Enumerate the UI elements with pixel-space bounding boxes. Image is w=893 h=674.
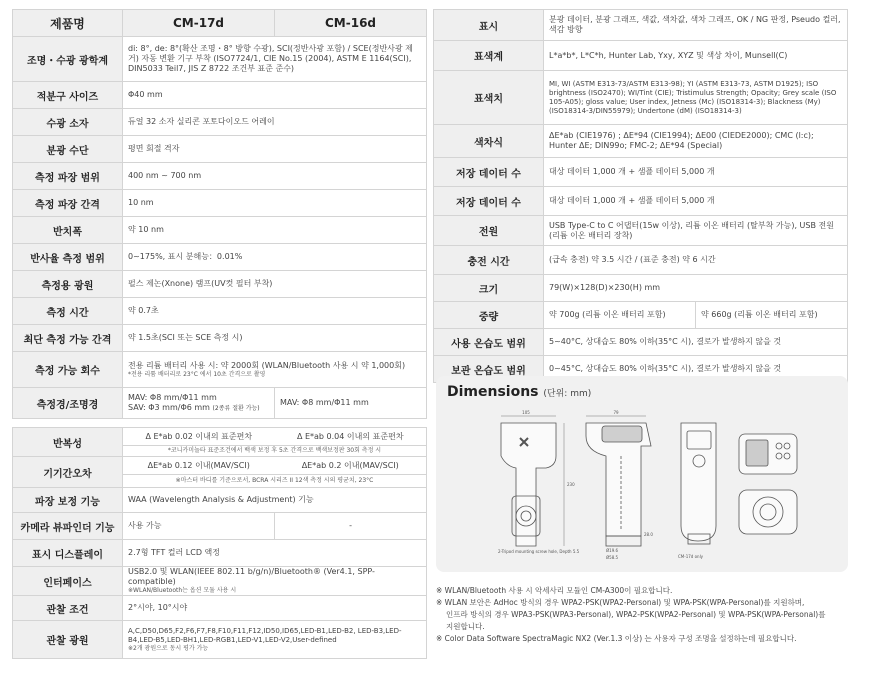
row-label: 저장 데이터 수 [434,187,544,216]
row-value: 0~175%, 표시 분해능：0.01% [123,244,427,271]
repeatability-cm17d: Δ E*ab 0.02 이내의 표준편차 [145,431,253,441]
row-label: 관찰 광원 [13,621,123,659]
diameter2-label: Ø58.5 [606,555,619,560]
left-spec-table [12,9,427,419]
row-label: 수광 소자 [13,109,123,136]
aperture-label: 측정경/조명경 [13,388,123,419]
row-value: 약 0.7초 [123,298,427,325]
row-value: 2.7형 TFT 컬러 LCD 액정 [123,540,427,567]
row-label: 측정 파장 범위 [13,163,123,190]
aperture-cm16d: MAV: Φ8 mm/Φ11 mm [275,388,427,419]
wave-label: 파장 보정 기능 [13,488,123,513]
row-value: 평면 회절 격자 [123,136,427,163]
illuminant-note: ※2개 광원으로 동시 평가 가능 [128,644,209,652]
row-value: 10 nm [123,190,427,217]
row-label: 최단 측정 가능 간격 [13,325,123,352]
inter-cm16d: ΔE*ab 0.2 이내(MAV/SCI) [301,460,399,470]
row-label: 보관 온습도 범위 [434,356,544,383]
row-value: USB Type-C to C 어댑터(15w 이상), 리튬 이온 배터리 (탈부착 가능), USB 전원 (리튬 이온 배터리 장착) [544,216,848,246]
row-label: 반치폭 [13,217,123,244]
depth-label: 28.0 [644,532,653,537]
row-value: 2°시야, 10°시야 [123,596,427,621]
camera-label: 카메라 뷰파인더 기능 [13,513,123,540]
repeatability-values [123,428,427,457]
aperture-mav: MAV: Φ8 mm/Φ11 mm [128,392,217,402]
inter-instrument-values [123,457,427,488]
row-label: 반사율 측정 범위 [13,244,123,271]
left-spec-table-lower [12,427,427,659]
footnote: ※ Color Data Software SpectraMagic NX2 (Ver.1.3 이상) 는 사용자 구성 조명을 설정하는데 필요합니다. [436,634,797,643]
diameter1-label: Ø19.6 [606,548,619,553]
row-value: 400 nm ~ 700 nm [123,163,427,190]
dimension-drawings [436,376,848,572]
aperture-sav: SAV: Φ3 mm/Φ6 mm [128,402,210,412]
row-label: 인터페이스 [13,567,123,596]
weight-cm17d: 약 700g (리튬 이온 배터리 포함) [544,302,696,329]
row-value: (급속 충전) 약 3.5 시간 / (표준 충전) 약 6 시간 [544,246,848,275]
bottom-view-drawing [739,490,797,534]
measure-count-text: 전용 리튬 배터리 사용 시: 약 2000회 (WLAN/Bluetooth 사용 시 약 1,000회) [128,360,406,370]
row-value: L*a*b*, L*C*h, Hunter Lab, Yxy, XYZ 및 색상 차이, Munsell(C) [544,41,848,71]
dim-width2-label: 79 [613,410,619,415]
repeatability-label: 반복성 [13,428,123,457]
dimensions-heading: Dimensions [447,384,539,400]
row-value [123,352,427,388]
row-label: 측정 시간 [13,298,123,325]
footnote: 지원합니다. [446,622,485,631]
row-value: 대상 데이터 1,000 개 + 샘플 데이터 5,000 개 [544,187,848,216]
dimensions-unit: (단위: mm) [543,389,592,399]
row-value: ΔE*ab (CIE1976) ; ΔE*94 (CIE1994); ΔE00 (CIEDE2000); CMC (l:c); Hunter ΔE; DIN99o; FMC-2; ΔE*94 (Special) [544,125,848,158]
right-spec-table [433,9,848,383]
row-label: 표시 [434,10,544,41]
row-value: MI, WI (ASTM E313-73/ASTM E313-98); YI (ASTM E313-73, ASTM D1925); ISO brightness (ISO2470); WI/Tint (CIE); Tristimulus Strength; Opacity; Grey scale (ISO 105-A05); gloss value; User index, Jetness (Mc) (ISO18314-3); Blackness (My) (ISO18314-3/DIN55979); Undertone (dM) (ISO18314-3) [544,71,848,125]
row-label: 적분구 사이즈 [13,82,123,109]
row-label: 사용 온습도 범위 [434,329,544,356]
row-value: 79(W)×128(D)×230(H) mm [544,275,848,302]
header-product-name: 제품명 [13,10,123,37]
footnote: ※ WLAN/Bluetooth 사용 시 악세사리 모듈인 CM-A300이 필요합니다. [436,586,673,595]
row-value: 대상 데이터 1,000 개 + 샘플 데이터 5,000 개 [544,158,848,187]
row-label: 측정 가능 회수 [13,352,123,388]
row-value: 분광 데이터, 분광 그래프, 색값, 색차값, 색차 그래프, OK / NG 판정, Pseudo 컬러, 색감 방향 [544,10,848,41]
aperture-sav-note: (2종류 절환 가능) [212,404,260,412]
header-cm17d: CM-17d [123,10,275,37]
row-label: 표시 디스플레이 [13,540,123,567]
row-label: 색차식 [434,125,544,158]
interface-text: USB2.0 및 WLAN(IEEE 802.11 b/g/n)/Bluetooth® (Ver4.1, SPP-compatible) [128,567,375,586]
footnote: 인프라 방식의 경우 WPA3-PSK(WPA3-Personal), WPA2-PSK(WPA2-Personal) 및 WPA-PSK(WPA-Personal)를 [446,610,826,619]
row-value: 약 10 nm [123,217,427,244]
row-value [123,567,427,596]
measure-count-note: *전용 리튬 배터리로 23°C 에서 10초 간격으로 촬영 [128,370,266,378]
wave-value: WAA (Wavelength Analysis & Adjustment) 기능 [123,488,427,513]
row-label: 관찰 조건 [13,596,123,621]
weight-cm16d: 약 660g (리튬 이온 배터리 포함) [696,302,848,329]
row-label: 표색치 [434,71,544,125]
side-view-drawing [586,423,651,546]
row-value: 0~45°C, 상대습도 80% 이하(35°C 시), 결로가 발생하지 않을 것 [544,356,848,383]
height-label: 230 [567,482,575,487]
inter-cm17d: ΔE*ab 0.12 이내(MAV/SCI) [147,460,250,470]
tripod-label: 2-Tripod mounting screw hole, Depth 5.5 [498,549,580,554]
inter-instrument-label: 기기간오차 [13,457,123,488]
row-label: 전원 [434,216,544,246]
row-label: 측정 파장 간격 [13,190,123,217]
row-label: 크기 [434,275,544,302]
row-label: 측정용 광원 [13,271,123,298]
footnote: ※ WLAN 보안은 AdHoc 방식의 경우 WPA2-PSK(WPA2-Personal) 및 WPA-PSK(WPA-Personal)를 지원하며, [436,598,805,607]
row-label: 표색계 [434,41,544,71]
aperture-cm17d [123,388,275,419]
row-value: Φ40 mm [123,82,427,109]
repeatability-note: *코니카미놀타 표준조건에서 백색 보정 후 5초 간격으로 백색보정판 30회 측정 시 [167,447,382,454]
row-value: 5~40°C, 상대습도 80% 이하(35°C 시), 결로가 발생하지 않을 것 [544,329,848,356]
row-label: 조명・수광 광학계 [13,37,123,82]
illuminant-text: A,C,D50,D65,F2,F6,F7,F8,F10,F11,F12,ID50,ID65,LED-B1,LED-B2, LED-B3,LED-B4,LED-B5,LED-BH1,LED-RGB1,LED-V1,LED-V2,User-defined [128,626,402,644]
footnotes [436,585,886,645]
row-value: 약 1.5초(SCI 또는 SCE 측정 시) [123,325,427,352]
dimensions-panel [436,376,848,572]
row-value: 듀얼 32 소자 실리콘 포토다이오드 어레이 [123,109,427,136]
top-view-drawing [739,434,797,474]
back-view-drawing [681,423,716,544]
row-value: di: 8°, de: 8°(확산 조명・8° 방향 수광), SCI(정반사광 포함) / SCE(정반사광 제거) 자동 변환 기구 부착 (ISO7724/1, CIE No.15 (2004), ASTM E 1164(SCI), DIN5033 Teil7, JIS Z 8722 조건부 표준 준수) [123,37,427,82]
dim-width-label: 105 [522,410,530,415]
cm17d-only-label: CM-17d only [678,554,704,559]
row-label: 분광 수단 [13,136,123,163]
camera-cm16d: - [275,513,427,540]
header-cm16d: CM-16d [275,10,427,37]
row-value [123,621,427,659]
row-label: 저장 데이터 수 [434,158,544,187]
row-value: 펄스 제논(Xnone) 램프(UV컷 필터 부착) [123,271,427,298]
inter-note: ※마스터 바디를 기준으로서, BCRA 시리즈 II 12색 측정 시의 평균치, 23°C [175,477,374,484]
camera-cm17d: 사용 가능 [123,513,275,540]
front-view-drawing [501,423,556,546]
row-label: 충전 시간 [434,246,544,275]
interface-note: ※WLAN/Bluetooth는 옵션 모듈 사용 시 [128,587,237,594]
weight-label: 중량 [434,302,544,329]
repeatability-cm16d: Δ E*ab 0.04 이내의 표준편차 [296,431,404,441]
